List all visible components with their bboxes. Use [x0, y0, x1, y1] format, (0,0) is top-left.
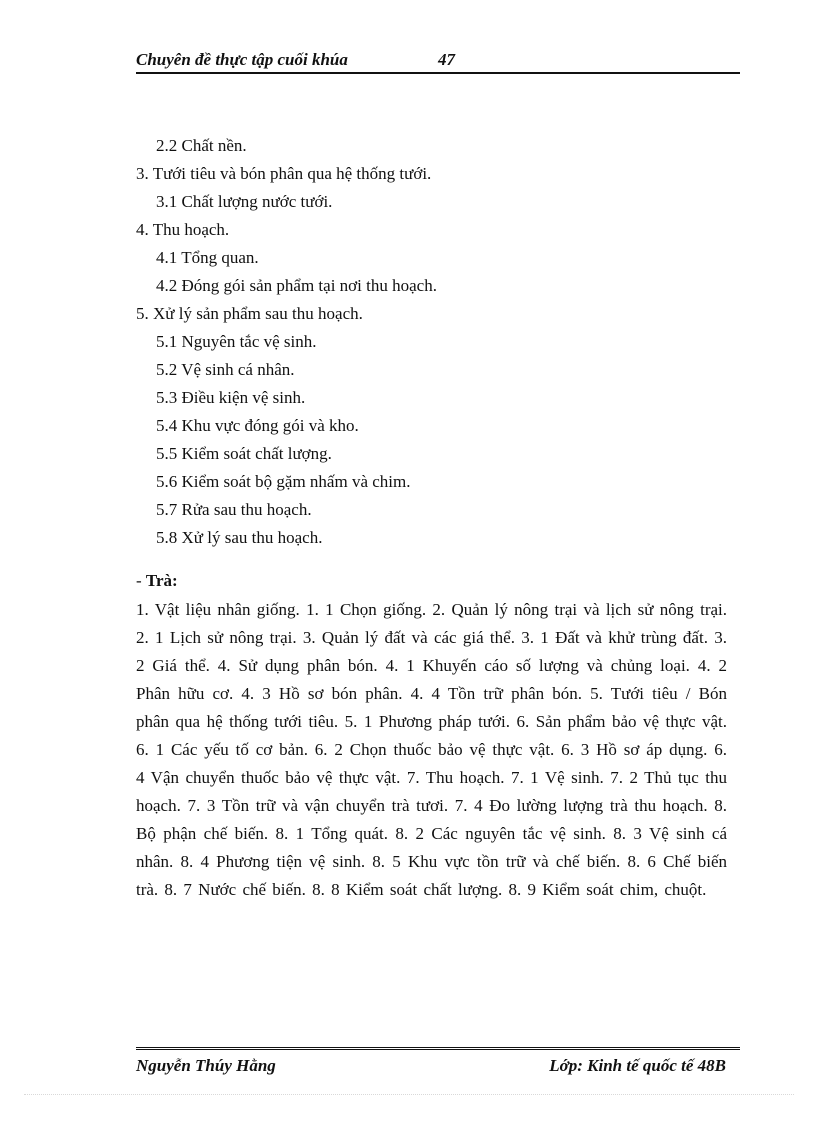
outline-item: 3.1 Chất lượng nước tưới.: [156, 192, 333, 211]
page-number: 47: [438, 50, 455, 69]
page-footer: [136, 1047, 740, 1080]
footer-class: Lớp: Kinh tế quốc tế 48B: [549, 1056, 726, 1075]
outline-item: 5.4 Khu vực đóng gói và kho.: [156, 416, 359, 435]
footer-author: Nguyễn Thúy Hằng: [136, 1056, 276, 1075]
outline-list: [136, 132, 740, 552]
outline-item: 2.2 Chất nền.: [156, 136, 247, 155]
outline-item: 5.7 Rửa sau thu hoạch.: [156, 500, 312, 519]
page-header: [136, 48, 740, 74]
outline-item: 4. Thu hoạch.: [136, 220, 230, 239]
section-heading-tra: [136, 569, 178, 593]
page-edge-divider: [24, 1094, 794, 1095]
outline-item: 4.1 Tổng quan.: [156, 248, 259, 267]
outline-item: 5.5 Kiểm soát chất lượng.: [156, 444, 332, 463]
header-title: Chuyên đề thực tập cuối khúa: [136, 50, 348, 69]
tra-paragraph: 1. Vật liệu nhân giống. 1. 1 Chọn giống. 2. Quản lý nông trại và lịch sử nông trại. 2. 1 Lịch sử nông trại. 3. Quản lý đất và các giá thể. 3. 1 Đất và khử trùng đất. 3. 2 Giá thể. 4. Sử dụng phân bón. 4. 1 Khuyến cáo số lượng và chủng loại. 4. 2 Phân hữu cơ. 4. 3 Hồ sơ bón phân. 4. 4 Tồn trữ phân bón. 5. Tưới tiêu / Bón phân qua hệ thống tưới tiêu. 5. 1 Phương pháp tưới. 6. Sản phẩm bảo vệ thực vật. 6. 1 Các yếu tố cơ bản. 6. 2 Chọn thuốc bảo vệ thực vật. 6. 3 Hồ sơ áp dụng. 6. 4 Vận chuyển thuốc bảo vệ thực vật. 7. Thu hoạch. 7. 1 Vệ sinh. 7. 2 Thủ tục thu hoạch. 7. 3 Tồn trữ và vận chuyển trà tươi. 7. 4 Đo lường lượng trà thu hoạch. 8. Bộ phận chế biến. 8. 1 Tổng quát. 8. 2 Các nguyên tắc vệ sinh. 8. 3 Vệ sinh cá nhân. 8. 4 Phương tiện vệ sinh. 8. 5 Khu vực tồn trữ và chế biến. 8. 6 Chế biến trà. 8. 7 Nước chế biến. 8. 8 Kiểm soát chất lượng. 8. 9 Kiểm soát chim, chuột.: [136, 600, 727, 899]
outline-item: 5.3 Điều kiện vệ sinh.: [156, 388, 306, 407]
heading-dash: -: [136, 571, 146, 590]
outline-item: 5.8 Xử lý sau thu hoạch.: [156, 528, 323, 547]
outline-item: 5.1 Nguyên tắc vệ sinh.: [156, 332, 317, 351]
outline-item: 5.2 Vệ sinh cá nhân.: [156, 360, 295, 379]
outline-item: 5. Xử lý sản phẩm sau thu hoạch.: [136, 304, 363, 323]
outline-item: 5.6 Kiểm soát bộ gặm nhấm và chim.: [156, 472, 411, 491]
outline-item: 4.2 Đóng gói sản phẩm tại nơi thu hoạch.: [156, 276, 437, 295]
outline-item: 3. Tưới tiêu và bón phân qua hệ thống tưới.: [136, 164, 432, 183]
heading-label: Trà:: [145, 571, 178, 590]
